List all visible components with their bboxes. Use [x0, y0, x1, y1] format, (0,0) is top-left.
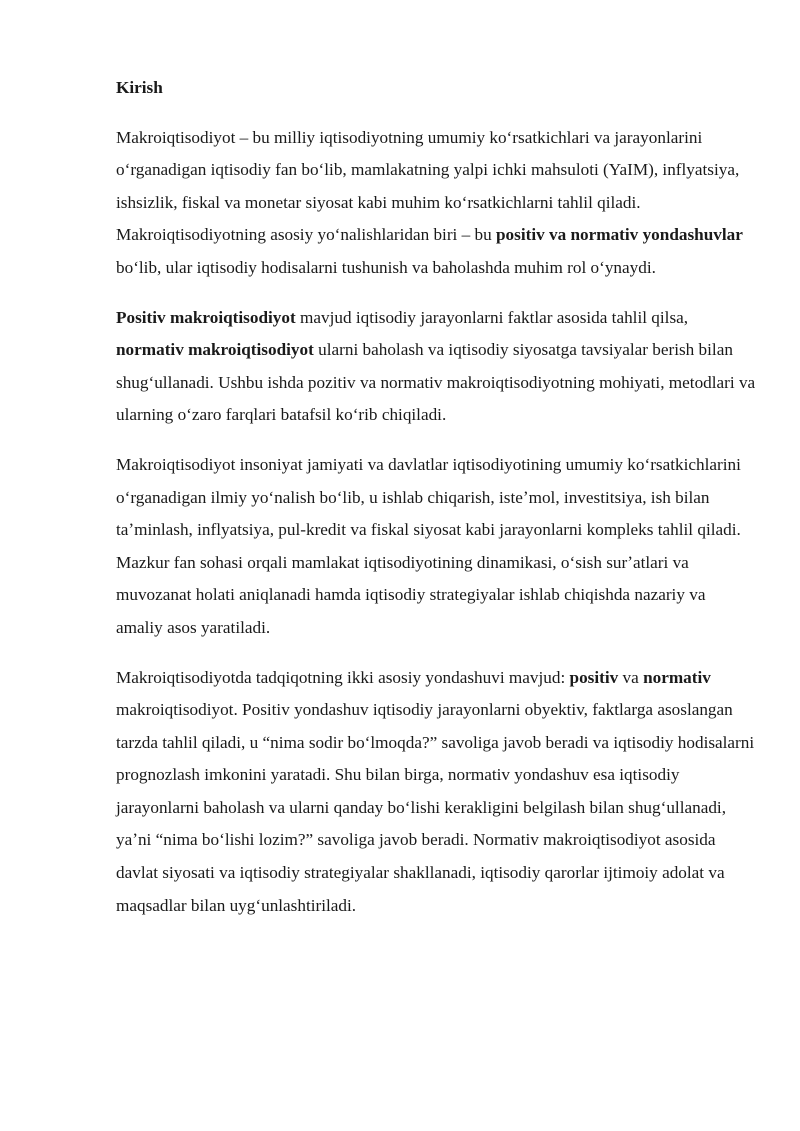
paragraph-text: boʻlib, ular iqtisodiy hodisalarni tushunish va baholashda muhim rol oʻynaydi. [116, 257, 656, 277]
paragraph-intro [116, 122, 756, 285]
paragraph-text: makroiqtisodiyot. Positiv yondashuv iqtisodiy jarayonlarni obyektiv, faktlarga asoslangan tarzda tahlil qiladi, u “nima sodir boʻlmoqda?” savoliga javob beradi va iqtisodiy hodisalarni prognozlash imkonini yaratadi. Shu bilan birga, normativ yondashuv esa iqtisodiy jarayonlarni baholash va ularni qanday boʻlishi kerakligini belgilash bilan shugʻullanadi, yaʼni “nima boʻlishi lozim?” savoliga javob beradi. Normativ makroiqtisodiyot asosida davlat siyosati va iqtisodiy strategiyalar shakllanadi, iqtisodiy qarorlar ijtimoiy adolat va maqsadlar bilan uygʻunlashtiriladi. [116, 700, 755, 915]
paragraph-text: ularni baholash va iqtisodiy siyosatga tavsiyalar berish bilan shugʻullanadi. Ushbu ishda pozitiv va normativ makroiqtisodiyotning mohiyati, metodlari va ularning oʻzaro farqlari batafsil koʻrib chiqiladi. [116, 340, 756, 425]
paragraph-macro-definition: Makroiqtisodiyot insoniyat jamiyati va davlatlar iqtisodiyotining umumiy koʻrsatkichlarini oʻrganadigan ilmiy yoʻnalish boʻlib, u ishlab chiqarish, isteʼmol, investitsiya, ish bilan taʼminlash, inflyatsiya, pul-kredit va fiskal siyosat kabi jarayonlarni kompleks tahlil qiladi. Mazkur fan sohasi orqali mamlakat iqtisodiyotining dinamikasi, oʻsish surʼatlari va muvozanat holati aniqlanadi hamda iqtisodiy strategiyalar ishlab chiqishda nazariy va amaliy asos yaratiladi. [116, 454, 741, 637]
bold-term: normativ makroiqtisodiyot [116, 340, 314, 360]
paragraph-positive-normative [116, 302, 756, 432]
paragraph-approaches [116, 662, 756, 923]
section-heading: Kirish [116, 78, 163, 97]
document-page [116, 72, 756, 939]
bold-term: Positiv makroiqtisodiyot [116, 307, 296, 327]
paragraph-text: Makroiqtisodiyotda tadqiqotning ikki asosiy yondashuvi mavjud: [116, 667, 570, 687]
paragraph-text: va [618, 667, 644, 687]
paragraph-text: mavjud iqtisodiy jarayonlarni faktlar asosida tahlil qilsa, [295, 307, 689, 327]
paragraph-text: Makroiqtisodiyot – bu milliy iqtisodiyotning umumiy koʻrsatkichlari va jarayonlarini oʻrganadigan iqtisodiy fan boʻlib, mamlakatning yalpi ichki mahsuloti (YaIM), inflyatsiya, ishsizlik, fiskal va monetar siyosat kabi muhim koʻrsatkichlarni tahlil qiladi. Makroiqtisodiyotning asosiy yoʻnalishlaridan biri – bu [116, 127, 740, 245]
bold-term: positiv va normativ yondashuvlar [496, 225, 743, 245]
bold-term: normativ [643, 667, 711, 687]
bold-term: positiv [569, 667, 619, 687]
